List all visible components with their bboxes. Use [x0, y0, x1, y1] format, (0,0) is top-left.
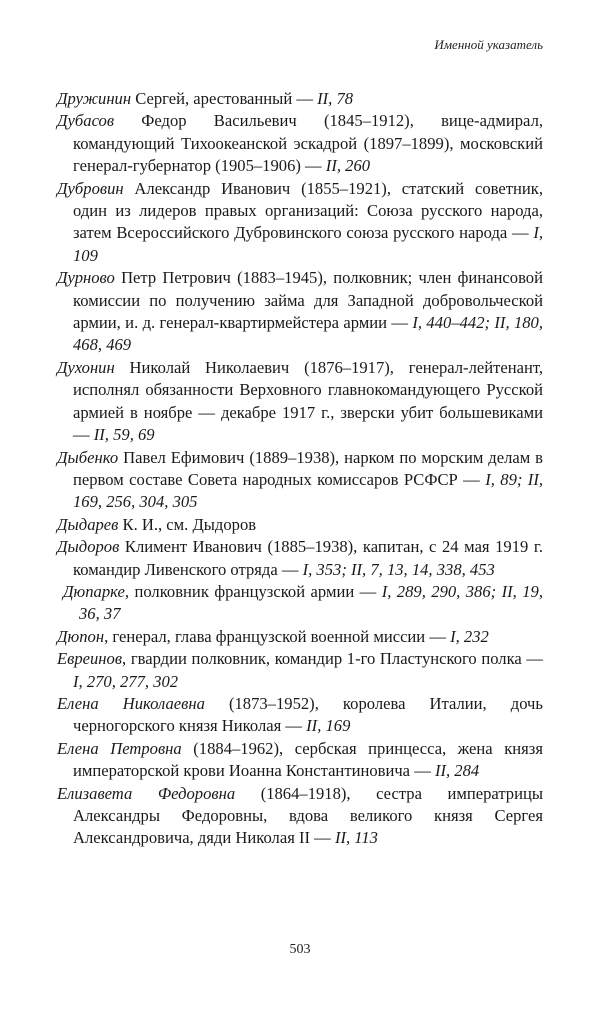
entry-page-refs: II, 113	[334, 828, 378, 848]
index-entry	[57, 626, 543, 648]
entry-description: Петр Петрович (1883–1945), полковник; член финансовой комиссии по получению займа для Западной добровольческой армии, и. д. генерал-квартирмейстера армии —	[73, 268, 543, 333]
entry-description: Николай Николаевич (1876–1917), генерал-лейтенант, исполнял обязанности Верховного главнокомандующего Русской армией в ноябре — декабре 1917 г., зверски убит большевиками —	[73, 357, 543, 445]
entry-page-refs: II, 284	[434, 761, 480, 781]
entry-name: Дружинин	[57, 89, 132, 108]
index-entry	[57, 514, 543, 536]
index-entry	[57, 648, 543, 693]
index-entry	[57, 267, 543, 357]
entry-description: , гвардии полковник, командир 1-го Пластунского полка —	[122, 649, 543, 669]
entry-name: Евреинов	[57, 649, 123, 669]
name-index	[57, 88, 543, 850]
entry-page-refs: I, 353; II, 7, 13, 14, 338, 453	[302, 559, 495, 579]
entry-page-refs: II, 78	[317, 89, 354, 108]
index-entry	[57, 536, 543, 581]
entry-page-refs: I, 89; II, 169, 256, 304, 305	[73, 469, 543, 512]
index-entry	[57, 783, 543, 850]
index-entry	[57, 738, 543, 783]
entry-name: Дубасов	[57, 111, 115, 131]
entry-description: Федор Васильевич (1845–1912), вице-адмирал, командующий Тихоокеанской эскадрой (1897–1899), московский генерал-губернатор (1905–1906) —	[73, 111, 543, 176]
entry-name: Дубровин	[57, 178, 124, 198]
entry-name: Елена Николаевна	[57, 693, 205, 713]
entry-name: Дыдоров	[57, 537, 120, 557]
entry-name: Елена Петровна	[57, 738, 182, 758]
entry-name: Духонин	[57, 357, 115, 377]
entry-description: , генерал, глава французской военной миссии —	[104, 626, 451, 646]
entry-page-refs: I, 289, 290, 386; II, 19, 36, 37	[79, 581, 543, 624]
entry-name: Дюпарке	[63, 581, 125, 601]
entry-page-refs: I, 270, 277, 302	[73, 671, 179, 691]
index-entry	[57, 357, 543, 447]
entry-page-refs: I, 109	[73, 223, 543, 265]
entry-description: Климент Иванович (1885–1938), капитан, с 24 мая 1919 г. командир Ливенского отряда —	[73, 537, 543, 579]
index-entry	[57, 447, 543, 514]
entry-page-refs: I, 232	[450, 626, 489, 646]
entry-description: (1884–1962), сербская принцесса, жена князя императорской крови Иоанна Константиновича —	[73, 738, 543, 781]
entry-page-refs: II, 59, 69	[93, 425, 155, 445]
entry-description: К. И., см. Дыдоров	[118, 514, 257, 534]
entry-name: Дыдарев	[57, 514, 119, 534]
index-entry	[57, 88, 543, 110]
index-entry	[57, 178, 543, 268]
entry-name: Елизавета Федоровна	[57, 783, 236, 803]
entry-description: (1873–1952), королева Италии, дочь черногорского князя Николая —	[73, 693, 543, 736]
entry-description: Сергей, арестованный —	[131, 89, 318, 108]
running-head: Именной указатель	[434, 37, 543, 52]
entry-page-refs: I, 440–442; II, 180, 468, 469	[73, 313, 543, 355]
entry-name: Дурново	[57, 268, 115, 288]
entry-description: (1864–1918), сестра императрицы Александры Федоровны, вдова великого князя Сергея Александровича, дяди Николая II —	[73, 783, 544, 848]
entry-name: Дюпон	[57, 626, 105, 646]
entry-description: , полковник французской армии —	[124, 581, 382, 601]
page-number: 503	[289, 942, 311, 957]
entry-name: Дыбенко	[57, 447, 119, 467]
index-entry	[63, 581, 543, 626]
index-entry	[57, 693, 543, 738]
entry-description: Павел Ефимович (1889–1938), нарком по морским делам в первом составе Совета народных комиссаров РСФСР —	[73, 447, 543, 489]
entry-page-refs: II, 169	[306, 716, 351, 736]
entry-page-refs: II, 260	[325, 156, 371, 176]
entry-description: Александр Иванович (1855–1921), статский советник, один из лидеров правых организаций: Союза русского народа, затем Всероссийского Дубровинского союза русского народа —	[73, 178, 543, 243]
index-entry	[57, 110, 543, 177]
